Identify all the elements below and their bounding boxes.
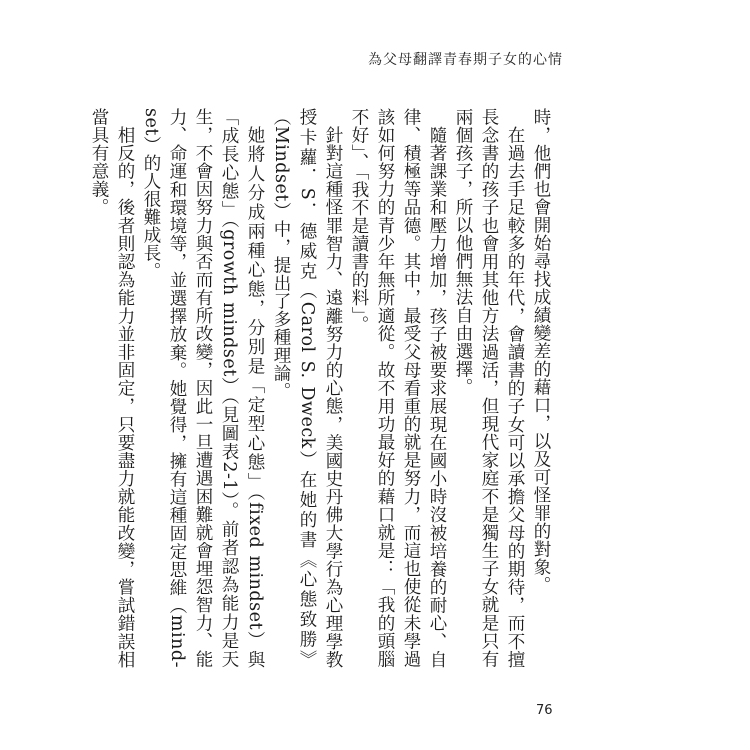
body-text — [89, 108, 554, 668]
running-head: 為父母翻譯青春期子女的心情 — [368, 52, 563, 68]
paragraph: 隨著課業和壓力增加，孩子被要求展現在國小時沒被培養的耐心、自律、積極等品德。其中，最受父母看重的就是努力，而這也使從未學過該如何努力的青少年無所適從。故不用功最好的藉口就是：「我的頭腦不好」、「我不是讀書的料」。 — [349, 108, 447, 668]
paragraph: 她將人分成兩種心態，分別是「定型心態」（fixed mindset）與「成長心態」（growth mindset）（見圖表2-1）。前者認為能力是天生，不會因努力與否而有所改變，因此一旦遭遇困難就會埋怨智力、能力、命運和環境等，並選擇放棄。她覺得，擁有這種固定思維（mind-set）的人很難成長。 — [141, 108, 265, 668]
paragraph: 相反的，後者則認為能力並非固定，只要盡力就能改變，嘗試錯誤相當具有意義。 — [89, 108, 135, 668]
paragraph: 針對這種怪罪智力、遠離努力的心態，美國史丹佛大學行為心理學教授卡蘿．S．德威克（Carol S. Dweck）在她的書《心態致勝》（Mindset）中，提出了多種理論。 — [271, 108, 343, 668]
page-number: 76 — [536, 703, 553, 718]
paragraph: 在過去手足較多的年代，會讀書的子女可以承擔父母的期待，而不擅長念書的孩子也會用其他方法過活，但現代家庭不是獨生子女就是只有兩個孩子，所以他們無法自由選擇。 — [453, 108, 525, 668]
paragraph: 時，他們也會開始尋找成績變差的藉口，以及可怪罪的對象。 — [531, 108, 551, 594]
